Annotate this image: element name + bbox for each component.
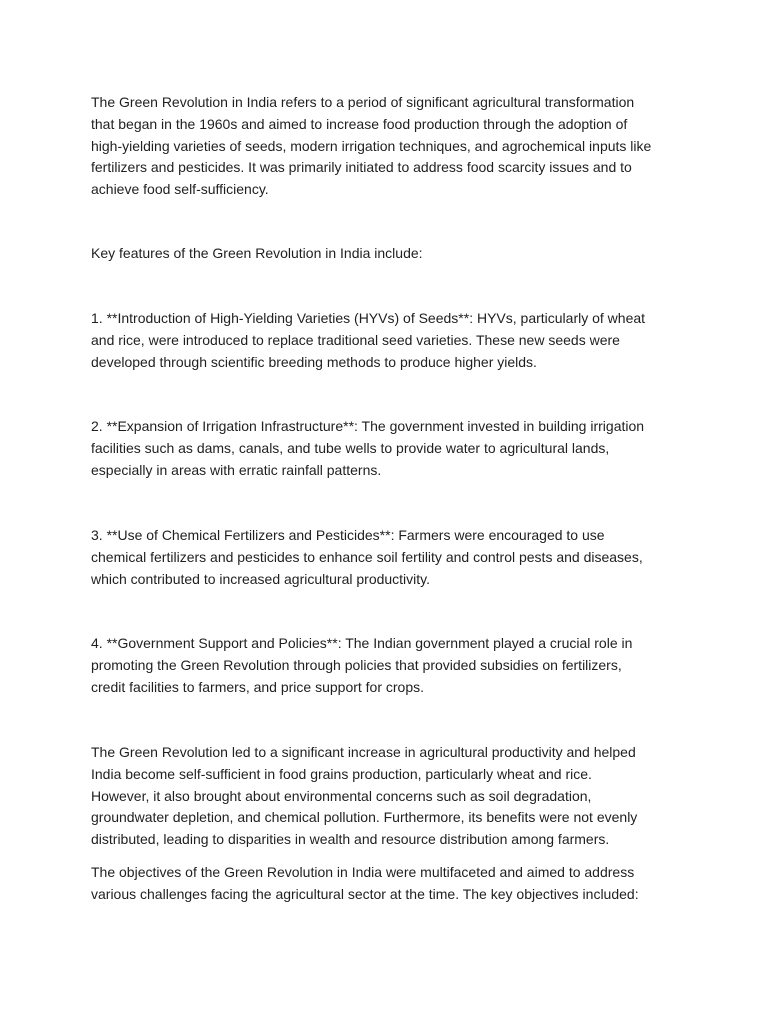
text-line: chemical fertilizers and pesticides to enhance soil fertility and control pests and diseases, (91, 548, 643, 565)
text-line: 1. **Introduction of High-Yielding Varieties (HYVs) of Seeds**: HYVs, particularly of wheat (91, 310, 646, 326)
feature-item-2 (91, 416, 691, 481)
text-line: The Green Revolution led to a significant increase in agricultural productivity and helped (91, 744, 636, 760)
feature-item-3 (91, 525, 691, 590)
text-line: which contributed to increased agricultural productivity. (91, 570, 431, 587)
text-line: high-yielding varieties of seeds, modern irrigation techniques, and agrochemical inputs like (91, 137, 652, 154)
text-line: various challenges facing the agricultural sector at the time. The key objectives included: (91, 885, 639, 902)
text-line: India become self-sufficient in food grains production, particularly wheat and rice. (91, 765, 592, 782)
text-line: The objectives of the Green Revolution in India were multifaceted and aimed to address (91, 864, 635, 880)
text-line: 4. **Government Support and Policies**: The Indian government played a crucial role in (91, 635, 633, 651)
text-line: However, it also brought about environmental concerns such as soil degradation, (91, 787, 592, 804)
text-line: facilities such as dams, canals, and tube wells to provide water to agricultural lands, (91, 439, 610, 456)
key-features-heading (91, 243, 691, 265)
text-line: distributed, leading to disparities in wealth and resource distribution among farmers. (91, 831, 610, 848)
text-line: that began in the 1960s and aimed to increase food production through the adoption of (91, 115, 628, 132)
feature-item-4 (91, 633, 691, 698)
text-line: promoting the Green Revolution through policies that provided subsidies on fertilizers, (91, 656, 622, 673)
text-line: credit facilities to farmers, and price support for crops. (91, 678, 425, 695)
text-line: especially in areas with erratic rainfall patterns. (91, 461, 382, 478)
text-line: fertilizers and pesticides. It was primarily initiated to address food scarcity issues and to (91, 159, 632, 176)
text-line: achieve food self-sufficiency. (91, 181, 269, 198)
text-line: 3. **Use of Chemical Fertilizers and Pesticides**: Farmers were encouraged to use (91, 527, 605, 543)
text-line: groundwater depletion, and chemical pollution. Furthermore, its benefits were not evenly (91, 809, 638, 826)
objectives-paragraph (91, 862, 691, 906)
text-line: and rice, were introduced to replace traditional seed varieties. These new seeds were (91, 331, 620, 348)
text-line: developed through scientific breeding methods to produce higher yields. (91, 353, 537, 370)
text-line: Key features of the Green Revolution in India include: (91, 245, 423, 261)
impact-paragraph (91, 742, 691, 851)
text-line: 2. **Expansion of Irrigation Infrastructure**: The government invested in building irrigation (91, 418, 645, 434)
feature-item-1 (91, 308, 691, 373)
intro-paragraph (91, 92, 691, 201)
text-line: The Green Revolution in India refers to a period of significant agricultural transformation (91, 94, 635, 110)
